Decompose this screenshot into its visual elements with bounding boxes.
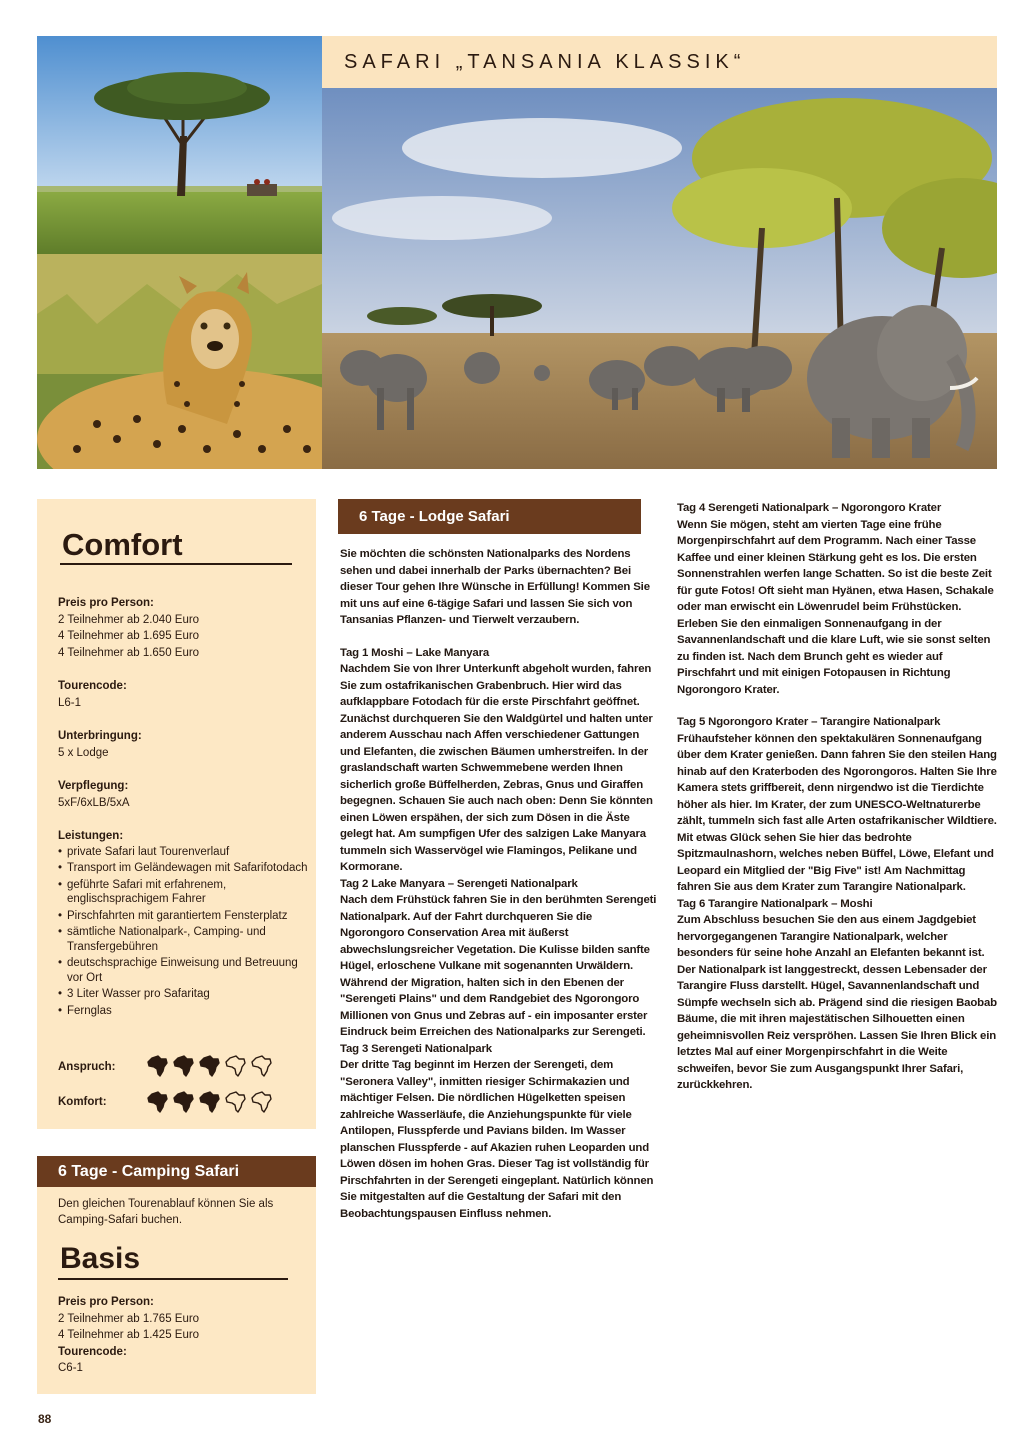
- list-item: • private Safari laut Tourenverlauf: [58, 845, 308, 860]
- intro-paragraph: Sie möchten die schönsten Nationalparks des Nordens sehen und dabei innerhalb der Parks übernachten? Bei dieser Tour gehen Ihre Wünsche in Erfüllung! Kommen Sie mit uns auf eine 6-tägige Safari und lassen Sie sich von Tansanias Pflanzen- und Tierwelt verzaubern.: [340, 548, 650, 626]
- comfort-heading: Comfort: [62, 527, 183, 562]
- price-line: 4 Teilnehmer ab 1.650 Euro: [58, 646, 200, 659]
- day-text: Nach dem Frühstück fahren Sie in den berühmten Serengeti Nationalpark. Auf der Fahrt durchqueren Sie die Ngorongoro Conservation Area mit äußerst abwechslungsreicher Vegetation. Die Kulisse bilden sanfte Hügel, erloschene Vulkane mit sogenannten Urwäldern. Während der Migration, halten sich in den Ebenen der "Serengeti Plains" und dem Randgebiet des Ngorongoro Millionen von Gnus und Zebras auf - ein imposanter erster Eindruck beim Erreichen des Nationalparks zur Serengeti.: [340, 894, 657, 1038]
- page-title: SAFARI „TANSANIA KLASSIK“: [344, 50, 746, 73]
- board-label: Verpflegung:: [58, 780, 129, 792]
- article-column-right: [677, 500, 997, 1094]
- accommodation-label: Unterbringung:: [58, 730, 142, 742]
- comfort-rating-label: Komfort:: [58, 1096, 107, 1108]
- board-value: 5xF/6xLB/5xA: [58, 796, 130, 809]
- list-item: • geführte Safari mit erfahrenem, englischsprachigem Fahrer: [58, 878, 308, 907]
- price-label: Preis pro Person:: [58, 597, 154, 609]
- price-line: 2 Teilnehmer ab 1.765 Euro: [58, 1312, 200, 1325]
- day-title: Tag 4 Serengeti Nationalpark – Ngorongoro Krater: [677, 502, 942, 514]
- price-label: Preis pro Person:: [58, 1296, 154, 1308]
- africa-filled-icon: [146, 1055, 169, 1078]
- basis-heading: Basis: [60, 1242, 141, 1275]
- list-item: • sämtliche Nationalpark-, Camping- und Transfergebühren: [58, 925, 308, 954]
- africa-filled-icon: [172, 1055, 195, 1078]
- tour-code-label: Tourencode:: [58, 1345, 127, 1358]
- africa-filled-icon: [146, 1091, 169, 1114]
- page-number: 88: [38, 1412, 52, 1426]
- title-bar: [322, 36, 997, 88]
- camping-note: Den gleichen Tourenablauf können Sie als Camping-Safari buchen.: [58, 1198, 274, 1226]
- day-text: Der dritte Tag beginnt im Herzen der Serengeti, dem "Seronera Valley", inmitten riesiger Schirmakazien und mächtiger Felsen. Die nördlichen Hügelketten speisen zahlreiche Wasserläufe, die Anziehungspunkte für viele Antilopen, Flusspferde und Pavians bilden. Im Wasser planschen Flusspferde - auf Akazien ruhen Leoparden und Löwen dösen im hohen Gras. Dieser Tag ist vollständig für Pirschfahrten in der Serengeti eingeplant. Natürlich können Sie mitgestalten auf die Gestaltung der Safari mit den Beobachtungspausen Einfluss nehmen.: [340, 1059, 654, 1220]
- accommodation-value: 5 x Lodge: [58, 746, 109, 759]
- services-list: [58, 845, 308, 1019]
- tour-code: C6-1: [58, 1362, 83, 1374]
- list-item: • Fernglas: [58, 1004, 308, 1019]
- africa-filled-icon: [198, 1055, 221, 1078]
- list-item: • deutschsprachige Einweisung und Betreuung vor Ort: [58, 956, 308, 985]
- lodge-safari-bar: 6 Tage - Lodge Safari: [338, 499, 641, 534]
- price-line: 4 Teilnehmer ab 1.695 Euro: [58, 630, 200, 642]
- article-column-middle: [340, 546, 658, 1222]
- day-text: Frühaufsteher können den spektakulären Sonnenaufgang über dem Krater genießen. Dann fahren Sie den steilen Hang hinab auf den Kraterboden des Ngorongoros. Halten Sie Ihre Kamera stets griffbereit, denn nirgendwo ist die Tierdichte höher als hier. Im Krater, der zum UNESCO-Weltnaturerbe zählt, tummeln sich fast alle Arten ostafrikanischer Wildtiere. Mit etwas Glück sehen Sie hier das bedrohte Spitzmaulnashorn, welches neben Büffel, Löwe, Elefant und Leopard ein Mitglied der "Big Five" ist! Am Nachmittag fahren Sie aus dem Krater zum Tarangire Nationalpark.: [677, 732, 997, 893]
- camping-safari-bar: 6 Tage - Camping Safari: [37, 1156, 316, 1187]
- demand-rating: [146, 1055, 273, 1078]
- africa-outline-icon: [224, 1091, 247, 1114]
- list-item: • 3 Liter Wasser pro Safaritag: [58, 987, 308, 1002]
- africa-outline-icon: [250, 1055, 273, 1078]
- basis-details: [58, 1294, 308, 1377]
- day-text: Nachdem Sie von Ihrer Unterkunft abgeholt wurden, fahren Sie zum ostafrikanischen Grabenbruch. Hier wird das aufklappbare Fotodach für die erste Pirschfahrt geöffnet. Zunächst durchqueren Sie den Waldgürtel und halten unter anderem Ausschau nach Affen verschiedener Gattungen und Elefanten, die zwischen Bäumen umherstreifen. In der graslandschaft warten Schwemmebene werden Ihnen sicherlich große Büffelherden, Zebras, Gnus und Giraffen begegnen. Schauen Sie auch nach oben: Denn Sie könnten einen Löwen erspähen, der sich zum Dösen in die Äste gelegt hat. Am sumpfigen Ufer des salzigen Lake Manyara tummeln sich Wasservögel wie Flamingos, Pelikane und Kormorane.: [340, 663, 653, 873]
- elephants-photo: [322, 88, 997, 469]
- comfort-details: [58, 595, 308, 1020]
- tour-code-label: Tourencode:: [58, 680, 127, 692]
- comfort-rating: [146, 1091, 273, 1114]
- africa-outline-icon: [224, 1055, 247, 1078]
- list-item: • Pirschfahrten mit garantiertem Fensterplatz: [58, 909, 308, 924]
- day-title: Tag 6 Tarangire Nationalpark – Moshi: [677, 897, 873, 910]
- comfort-heading-rule: [60, 563, 292, 565]
- price-line: 4 Teilnehmer ab 1.425 Euro: [58, 1329, 200, 1341]
- day-text: Wenn Sie mögen, steht am vierten Tage eine frühe Morgenpirschfahrt auf dem Programm. Nach einer Tasse Kaffee und einer kleinen Stärkung geht es los. Die ersten Sonnenstrahlen werfen lange Schatten. So ist die beste Zeit für gute Fotos! Oft sieht man Hyänen, etwa Hasen, Schakale oder man erwischt ein Löwenrudel beim Frühstücken. Erleben Sie den einmaligen Sonnenaufgang in der Savannenlandschaft und die klare Luft, wie sie sonst selten zu finden ist. Nach dem Brunch geht es wieder auf Pirschfahrt und mit einigen Fotopausen in Richtung Ngorongoro Krater.: [677, 518, 994, 696]
- africa-filled-icon: [198, 1091, 221, 1114]
- acacia-savanna-photo: [37, 36, 322, 254]
- price-line: 2 Teilnehmer ab 2.040 Euro: [58, 613, 200, 626]
- services-label: Leistungen:: [58, 830, 124, 842]
- day-title: Tag 3 Serengeti Nationalpark: [340, 1042, 492, 1055]
- day-text: Zum Abschluss besuchen Sie den aus einem Jagdgebiet hervorgegangenen Tarangire Nationalpark, welcher besonders für seine hohe Anzahl an Elefanten bekannt ist. Der Nationalpark ist langgestreckt, dessen Lebensader der Tarangire Fluss darstellt. Hügel, Savannenlandschaft und Sümpfe wechseln sich ab. Prägend sind die riesigen Baobab Bäume, die mit ihren majestätischen Silhouetten einen geheimnisvollen Reiz verspröhen. Lassen Sie Ihren Blick ein letztes Mal auf einer Morgenpirschfahrt in die Weite schweifen, bevor Sie zum Ausgangspunkt Ihrer Safari, zurückkehren.: [677, 914, 997, 1091]
- list-item: • Transport im Geländewagen mit Safarifotodach: [58, 861, 308, 876]
- day-title: Tag 5 Ngorongoro Krater – Tarangire Nationalpark: [677, 716, 941, 728]
- africa-outline-icon: [250, 1091, 273, 1114]
- basis-heading-rule: [58, 1278, 288, 1280]
- day-title: Tag 2 Lake Manyara – Serengeti Nationalpark: [340, 877, 578, 890]
- africa-filled-icon: [172, 1091, 195, 1114]
- tour-code: L6-1: [58, 696, 82, 709]
- day-title: Tag 1 Moshi – Lake Manyara: [340, 646, 490, 659]
- demand-label: Anspruch:: [58, 1061, 116, 1073]
- cheetah-photo: [37, 254, 322, 469]
